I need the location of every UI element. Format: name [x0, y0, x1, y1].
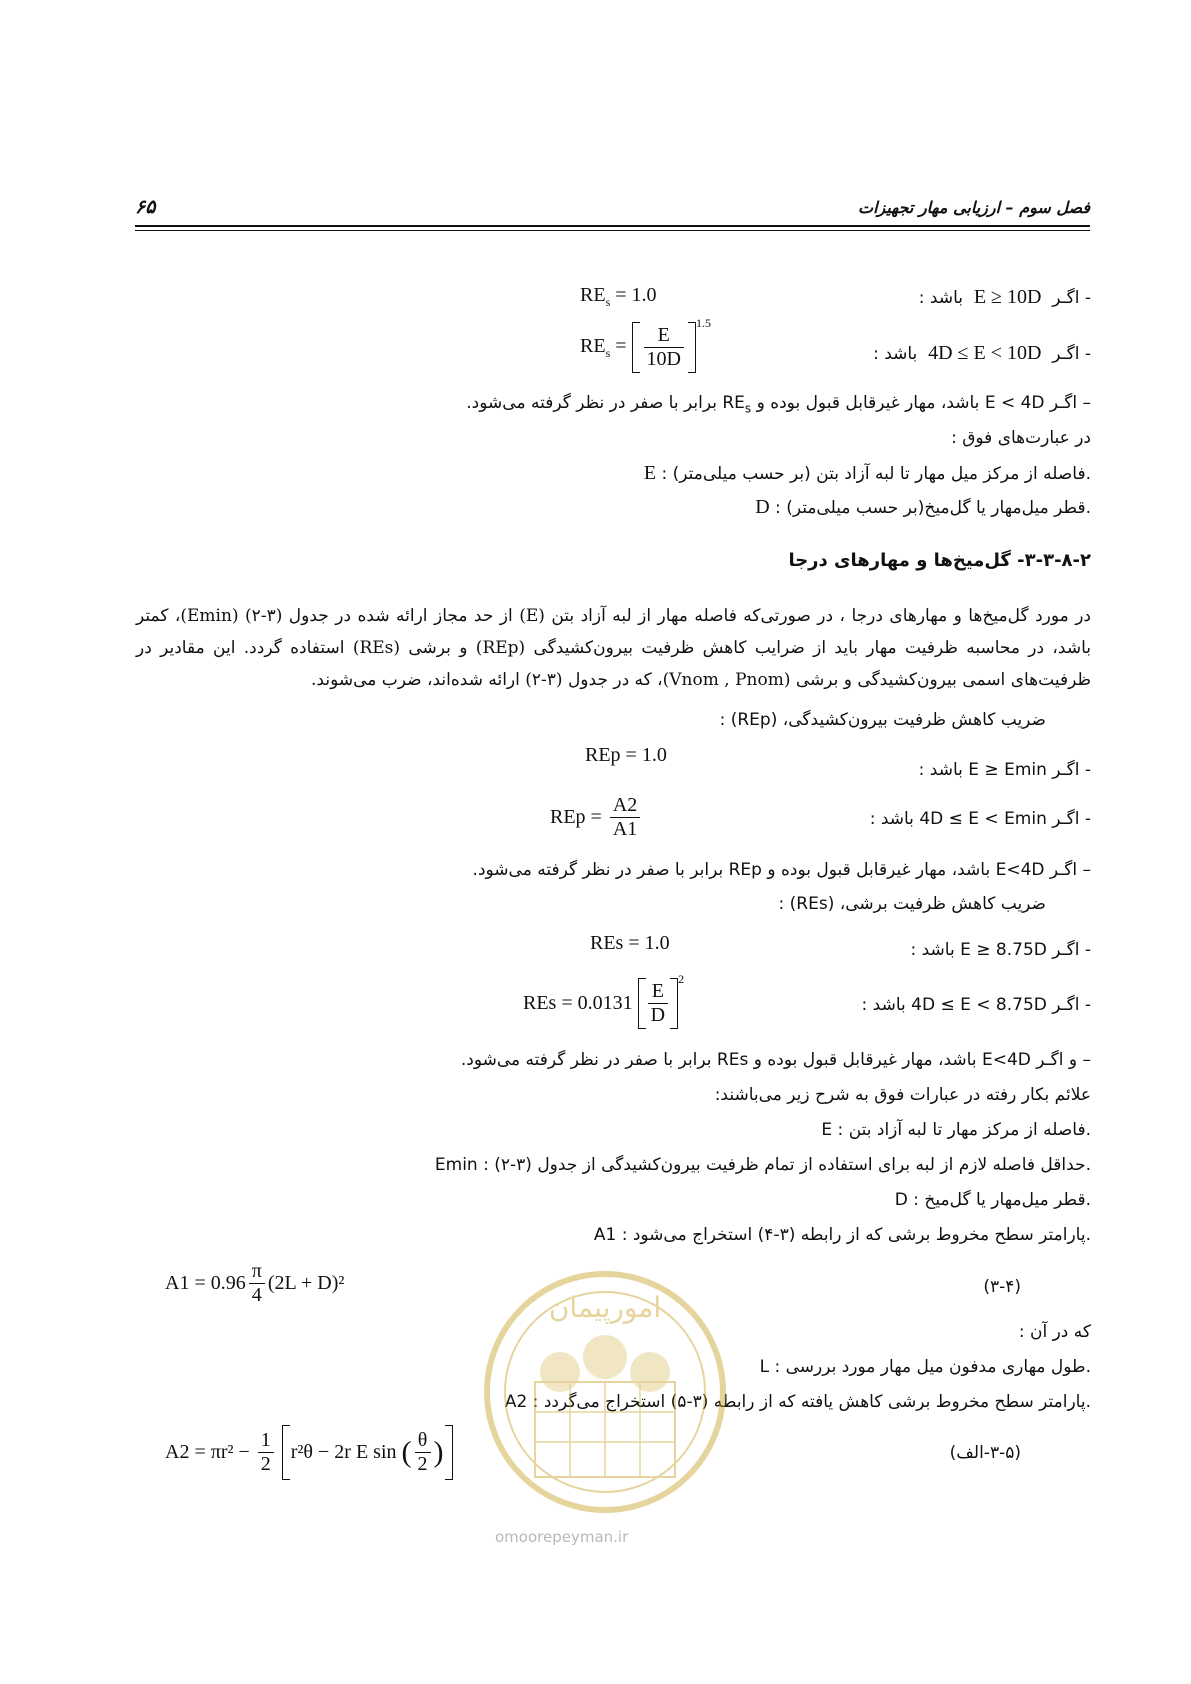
rep-condition-2: - اگـر 4D ≤ E < Emin باشد :: [869, 809, 1091, 829]
symbols-title: علائم بکار رفته در عبارات فوق به شرح زیر می‌باشند:: [714, 1085, 1091, 1105]
intro-paragraph: در مورد گل‌میخ‌ها و مهارهای درجا ، در صورتی‌که فاصله مهار از لبه آزاد بتن (E) از حد مجاز ارائه شده در جدول (۳-۲) (Emin)، کمتر باشد، در محاسبه ظرفیت مهار باید از ضرایب کاهش ظرفیت بیرون‌کشیدگی (REp) و برشی (REs) استفاده گردد. این مقادیر در ظرفیت‌های اسمی بیرون‌کشیدگی و برشی (Vnom , Pnom)، که در جدول (۳-۲) ارائه شده‌اند، ضرب می‌شوند.: [136, 606, 1091, 690]
equation-4-label: (۳-۴): [983, 1277, 1021, 1297]
symbol-A2: A2 : پارامتر سطح مخروط برشی کاهش یافته که از رابطه (۳-۵) استخراج می‌گردد.: [504, 1392, 1091, 1412]
rep-title: ضریب کاهش ظرفیت بیرون‌کشیدگی، (REp) :: [719, 710, 1046, 730]
res-condition-2: - اگـر 4D ≤ E < 8.75D باشد :: [861, 995, 1091, 1015]
page-number: ۶۵: [135, 196, 156, 218]
rep-equation-1: REp = 1.0: [585, 744, 667, 766]
symbol-A1: A1 : پارامتر سطح مخروط برشی که از رابطه (۳-۴) استخراج می‌شود.: [593, 1225, 1091, 1245]
condition-3: – اگـر E < 4D باشد، مهار غیرقابل قبول بوده و $RE_s$ برابر با صفر در نظر گرفته می‌شود.: [466, 393, 1091, 416]
equation-5a-label: (۳-۵-الف): [949, 1443, 1021, 1463]
chapter-title: فصل سوم – ارزیابی مهار تجهیزات: [858, 198, 1090, 217]
symbol-D: D : قطر میل‌مهار یا گل‌میخ.: [894, 1190, 1091, 1210]
equation-4: A1 = 0.96 $\frac{\pi}{4}$ (2L + D)²: [165, 1260, 345, 1306]
symbol-L: L : طول مهاری مدفون میل مهار مورد بررسی.: [759, 1357, 1091, 1377]
symbol-Emin: Emin : حداقل فاصله لازم از لبه برای استفاده از تمام ظرفیت بیرون‌کشیدگی از جدول (۳-۲).: [434, 1155, 1091, 1175]
watermark-logo: [480, 1262, 730, 1522]
header-rule: [135, 225, 1090, 227]
definitions-title: در عبارت‌های فوق :: [951, 428, 1091, 448]
header-rule-thin: [135, 230, 1090, 231]
condition-1: - اگـر E ≥ 10D باشد :: [918, 286, 1091, 308]
equation-res-1: $RE_s = 1.0$: [580, 284, 657, 309]
symbol-E: E : فاصله از مرکز مهار تا لبه آزاد بتن.: [821, 1120, 1091, 1140]
res-condition-3: – و اگـر E<4D باشد، مهار غیرقابل قبول بوده و REs برابر با صفر در نظر گرفته می‌شود.: [460, 1050, 1091, 1070]
definition-D: D : قطر میل‌مهار یا گل‌میخ(بر حسب میلی‌متر).: [755, 496, 1091, 518]
res-condition-1: - اگـر E ≥ 8.75D باشد :: [910, 940, 1091, 960]
equation-res-2: $RE_s$ = $\frac{E}{10D}$ $^{1.5}$: [580, 322, 711, 373]
watermark-logo-text: امورپیمان: [548, 1291, 662, 1324]
rep-condition-3: – اگـر E<4D باشد، مهار غیرقابل قبول بوده و REp برابر با صفر در نظر گرفته می‌شود.: [472, 860, 1091, 880]
section-heading: ۳-۳-۸-۲- گل‌میخ‌ها و مهارهای درجا: [788, 550, 1091, 571]
res-equation-2: REs = 0.0131 $\frac{E}{D}$ $^2$: [523, 978, 684, 1029]
rep-condition-1: - اگـر E ≥ Emin باشد :: [918, 760, 1091, 780]
where-text: که در آن :: [1018, 1322, 1091, 1342]
definition-E: E : فاصله از مرکز میل مهار تا لبه آزاد بتن (بر حسب میلی‌متر).: [643, 462, 1091, 484]
res-equation-1: REs = 1.0: [590, 932, 670, 954]
equation-5a: A2 = πr² − $\frac{1}{2}$ r²θ − 2r E sin ( $\frac{\theta}{2}$ ): [165, 1425, 453, 1480]
rep-equation-2: REp = $\frac{A2}{A1}$: [550, 794, 643, 841]
res-title: ضریب کاهش ظرفیت برشی، (REs) :: [778, 894, 1046, 914]
condition-2: - اگـر 4D ≤ E < 10D باشد :: [873, 342, 1091, 364]
watermark-url: omoorepeyman.ir: [495, 1528, 629, 1546]
